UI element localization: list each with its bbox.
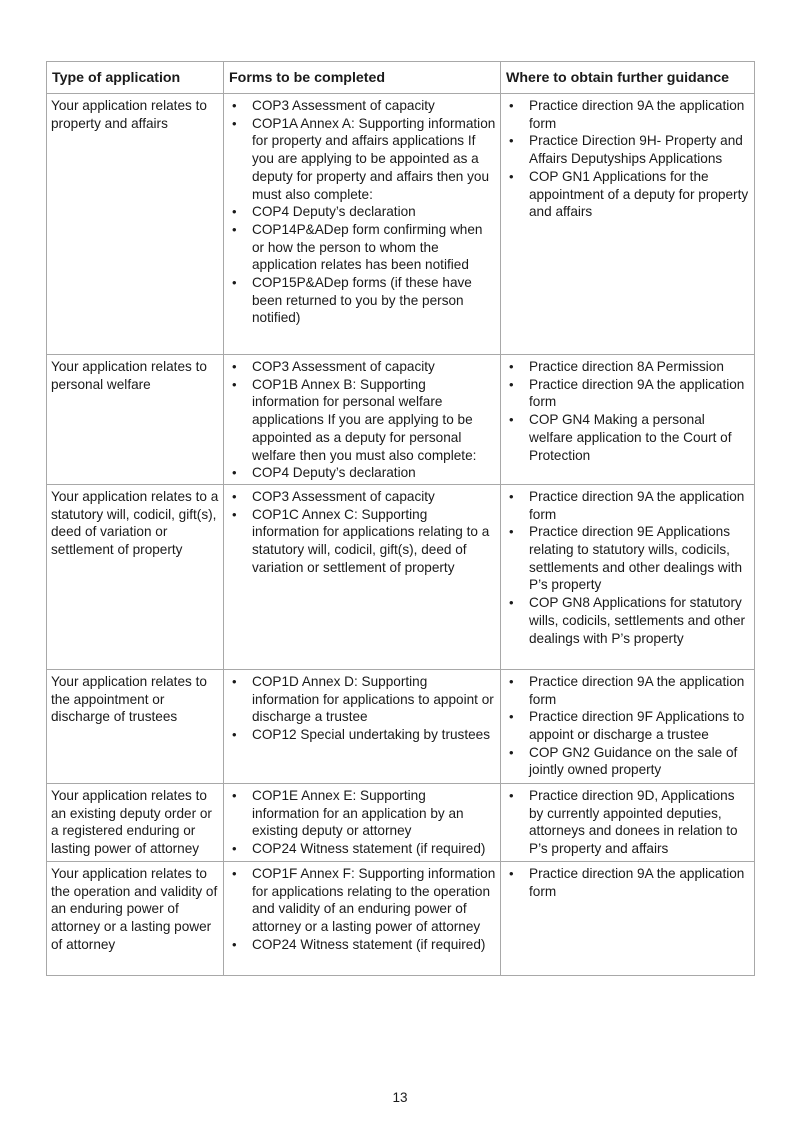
guidance-cell <box>501 355 755 485</box>
table-body <box>47 94 755 976</box>
form-item: • COP4 Deputy’s declaration <box>228 464 496 482</box>
forms-cell <box>224 861 501 975</box>
header-further-guidance: Where to obtain further guidance <box>501 62 755 94</box>
guidance-list <box>505 673 750 779</box>
forms-cell <box>224 783 501 861</box>
form-item: • COP14P&ADep form confirming when or how the person to whom the application relates has been notified <box>228 221 496 274</box>
table-row <box>47 783 755 861</box>
forms-cell <box>224 669 501 783</box>
guidance-list <box>505 787 750 858</box>
application-type-cell: Your application relates to an existing deputy order or a registered enduring or lasting power of attorney <box>47 783 224 861</box>
guidance-item: • Practice direction 9A the application form <box>505 97 750 132</box>
table-row <box>47 355 755 485</box>
form-item: • COP1F Annex F: Supporting information for applications relating to the operation and validity of an enduring power of attorney or a lasting power of attorney <box>228 865 496 936</box>
header-forms-to-be-completed: Forms to be completed <box>224 62 501 94</box>
table-row <box>47 94 755 355</box>
guidance-table <box>46 61 755 976</box>
guidance-item: • Practice direction 9D, Applications by currently appointed deputies, attorneys and donees in relation to P’s property and affairs <box>505 787 750 858</box>
application-type-cell: Your application relates to a statutory will, codicil, gift(s), deed of variation or settlement of property <box>47 484 224 669</box>
forms-list <box>228 787 496 858</box>
guidance-item: • Practice direction 9A the application form <box>505 865 750 900</box>
guidance-cell <box>501 669 755 783</box>
form-item: • COP1C Annex C: Supporting information for applications relating to a statutory will, codicil, gift(s), deed of variation or settlement of property <box>228 506 496 577</box>
application-type-cell: Your application relates to the appointment or discharge of trustees <box>47 669 224 783</box>
form-item: • COP3 Assessment of capacity <box>228 97 496 115</box>
form-item: • COP24 Witness statement (if required) <box>228 936 496 954</box>
form-item: • COP1A Annex A: Supporting information for property and affairs applications If you are applying to be appointed as a deputy for property and affairs then you must also complete: <box>228 115 496 204</box>
guidance-item: • COP GN8 Applications for statutory wills, codicils, settlements and other dealings with P’s property <box>505 594 750 647</box>
guidance-item: • Practice direction 8A Permission <box>505 358 750 376</box>
table-row <box>47 484 755 669</box>
application-type-cell: Your application relates to property and affairs <box>47 94 224 355</box>
form-item: • COP1B Annex B: Supporting information for personal welfare applications If you are applying to be appointed as a deputy for personal welfare then you must also complete: <box>228 376 496 465</box>
guidance-cell <box>501 484 755 669</box>
form-item: • COP24 Witness statement (if required) <box>228 840 496 858</box>
guidance-item: • Practice direction 9A the application form <box>505 376 750 411</box>
guidance-list <box>505 488 750 647</box>
guidance-item: • Practice Direction 9H- Property and Affairs Deputyships Applications <box>505 132 750 167</box>
guidance-cell <box>501 783 755 861</box>
page-number: 13 <box>392 1090 408 1105</box>
guidance-item: • Practice direction 9A the application form <box>505 673 750 708</box>
forms-list <box>228 865 496 954</box>
application-type-cell: Your application relates to personal welfare <box>47 355 224 485</box>
guidance-cell <box>501 861 755 975</box>
guidance-item: • COP GN1 Applications for the appointment of a deputy for property and affairs <box>505 168 750 221</box>
guidance-item: • Practice direction 9A the application form <box>505 488 750 523</box>
form-item: • COP3 Assessment of capacity <box>228 358 496 376</box>
guidance-cell <box>501 94 755 355</box>
guidance-item: • COP GN4 Making a personal welfare application to the Court of Protection <box>505 411 750 464</box>
form-item: • COP1E Annex E: Supporting information for an application by an existing deputy or attorney <box>228 787 496 840</box>
form-item: • COP3 Assessment of capacity <box>228 488 496 506</box>
guidance-list <box>505 865 750 900</box>
header-type-of-application: Type of application <box>47 62 224 94</box>
forms-cell <box>224 94 501 355</box>
forms-cell <box>224 484 501 669</box>
guidance-list <box>505 97 750 221</box>
guidance-item: • Practice direction 9F Applications to appoint or discharge a trustee <box>505 708 750 743</box>
table-header <box>47 62 755 94</box>
guidance-item: • COP GN2 Guidance on the sale of jointly owned property <box>505 744 750 779</box>
guidance-list <box>505 358 750 464</box>
table-row <box>47 669 755 783</box>
forms-cell <box>224 355 501 485</box>
guidance-item: • Practice direction 9E Applications relating to statutory wills, codicils, settlements and other dealings with P’s property <box>505 523 750 594</box>
form-item: • COP1D Annex D: Supporting information for applications to appoint or discharge a trustee <box>228 673 496 726</box>
forms-list <box>228 673 496 744</box>
form-item: • COP4 Deputy’s declaration <box>228 203 496 221</box>
forms-list <box>228 97 496 327</box>
table-row <box>47 861 755 975</box>
forms-list <box>228 358 496 482</box>
forms-list <box>228 488 496 577</box>
header-row <box>47 62 755 94</box>
form-item: • COP12 Special undertaking by trustees <box>228 726 496 744</box>
form-item: • COP15P&ADep forms (if these have been returned to you by the person notified) <box>228 274 496 327</box>
application-type-cell: Your application relates to the operation and validity of an enduring power of attorney or a lasting power of attorney <box>47 861 224 975</box>
